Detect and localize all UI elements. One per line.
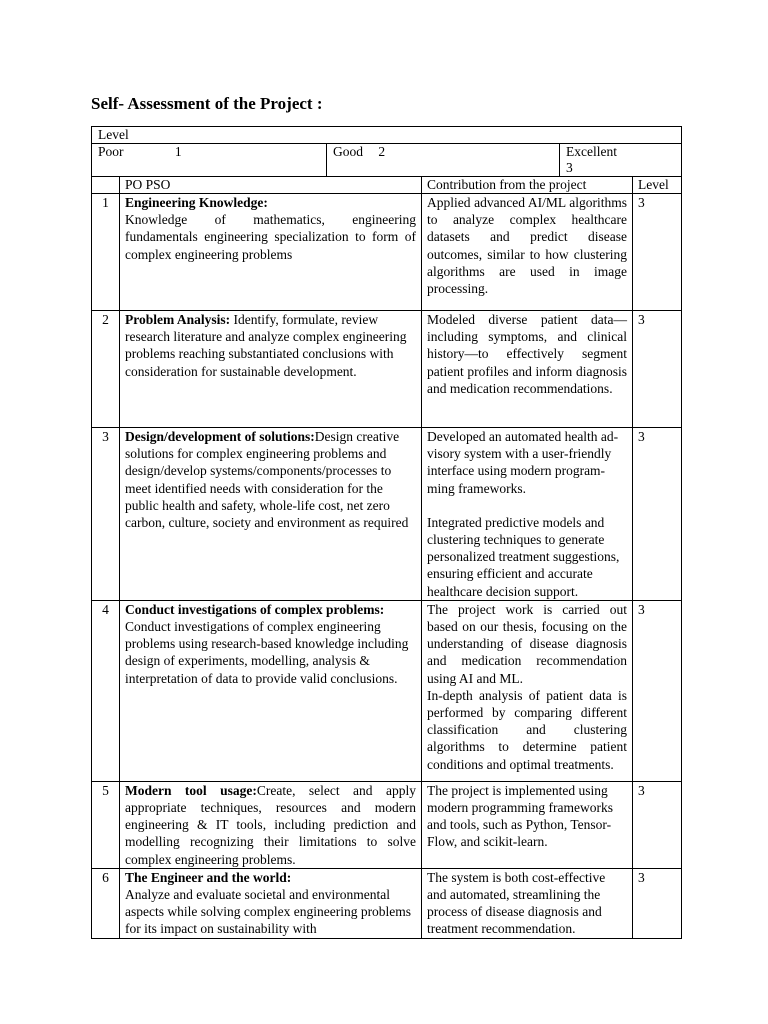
contribution-cell bbox=[422, 311, 633, 428]
po-cell bbox=[120, 868, 422, 938]
contribution-text-2: Integrated predictive models and clustering techniques to generate personalized treatment suggestions, ensuring efficient and accurate healthcare decision support. bbox=[427, 514, 620, 599]
po-description: Identify, formulate, review research literature and analyze complex engineering problems reaching substantiated conclusions with consideration for sustainable development. bbox=[125, 312, 407, 379]
po-title: Modern tool usage: bbox=[125, 782, 257, 798]
contribution-text: Applied advanced AI/ML algorithms to analyze complex healthcare datasets and predict disease outcomes, similar to how clustering algorithms are used in image processing. bbox=[427, 195, 627, 297]
level-cell: 3 bbox=[633, 600, 682, 781]
header-num-cell bbox=[92, 177, 120, 194]
po-title: Design/development of solutions: bbox=[125, 429, 315, 444]
level-cell: 3 bbox=[633, 868, 682, 938]
contribution-cell bbox=[422, 428, 633, 601]
po-cell bbox=[120, 781, 422, 868]
po-description: Knowledge of mathematics, engineering fundamentals engineering specialization to form of complex engineering problems bbox=[125, 212, 416, 262]
contribution-cell bbox=[422, 600, 633, 781]
po-title: Problem Analysis: bbox=[125, 312, 231, 327]
page-title: Self- Assessment of the Project : bbox=[91, 94, 323, 113]
level-cell: 3 bbox=[633, 311, 682, 428]
excellent-label: Excellent bbox=[566, 144, 617, 159]
po-assessment-table bbox=[91, 176, 682, 939]
header-level: Level bbox=[633, 177, 682, 194]
po-cell bbox=[120, 428, 422, 601]
contribution-text: Developed an automated health ad-visory system with a user-friendly interface using modern program-ming frameworks. bbox=[427, 429, 619, 496]
level-header-cell bbox=[92, 127, 682, 144]
row-number: 1 bbox=[92, 194, 120, 311]
po-cell bbox=[120, 600, 422, 781]
header-contribution: Contribution from the project bbox=[422, 177, 633, 194]
header-po-pso: PO PSO bbox=[120, 177, 422, 194]
level-cell: 3 bbox=[633, 781, 682, 868]
po-description: Conduct investigations of complex engineering problems using research-based knowledge including design of experiments, modelling, analysis & interpretation of data to provide valid conclusions. bbox=[125, 619, 409, 686]
good-label: Good bbox=[333, 144, 363, 159]
poor-label: Poor bbox=[98, 144, 124, 159]
row-number: 3 bbox=[92, 428, 120, 601]
table-row bbox=[92, 781, 682, 868]
row-number: 4 bbox=[92, 600, 120, 781]
row-number: 2 bbox=[92, 311, 120, 428]
good-cell bbox=[327, 144, 560, 177]
level-scale-table bbox=[91, 126, 682, 177]
po-title: The Engineer and the world: bbox=[125, 869, 292, 885]
po-cell bbox=[120, 194, 422, 311]
table-row bbox=[92, 868, 682, 938]
po-title: Conduct investigations of complex problems: bbox=[125, 601, 385, 617]
row-number: 6 bbox=[92, 868, 120, 938]
row-number: 5 bbox=[92, 781, 120, 868]
contribution-cell bbox=[422, 868, 633, 938]
table-row bbox=[92, 311, 682, 428]
po-title: Engineering Knowledge: bbox=[125, 195, 268, 210]
contribution-text-2: In-depth analysis of patient data is performed by comparing different classification and clustering algorithms to determine patient conditions and optimal treatments. bbox=[427, 687, 627, 772]
good-value: 2 bbox=[378, 144, 386, 159]
poor-cell bbox=[92, 144, 327, 177]
po-description: Create, select and apply appropriate techniques, resources and modern engineering & IT tools, including prediction and modelling recognizing their limitations to solve complex engineering problems. bbox=[125, 782, 416, 867]
contribution-text: Modeled diverse patient data—including symptoms, and clinical history—to effectively segment patient profiles and inform diagnosis and medication recommendations. bbox=[427, 312, 627, 396]
table-header-row bbox=[92, 177, 682, 194]
contribution-text: The project work is carried out based on our thesis, focusing on the understanding of disease diagnosis and medication recommendation using AI and ML. bbox=[427, 601, 627, 686]
table-row bbox=[92, 194, 682, 311]
po-description: Analyze and evaluate societal and environmental aspects while solving complex engineering problems for its impact on sustainability with bbox=[125, 887, 412, 937]
level-label: Level bbox=[98, 127, 129, 142]
po-cell bbox=[120, 311, 422, 428]
contribution-text: The project is implemented using modern programming frameworks and tools, such as Python, Tensor-Flow, and scikit-learn. bbox=[427, 782, 613, 850]
contribution-text: The system is both cost-effective and automated, streamlining the process of disease diagnosis and treatment recommendation. bbox=[427, 869, 606, 937]
excellent-cell bbox=[560, 144, 682, 177]
excellent-value: 3 bbox=[566, 160, 573, 175]
level-cell: 3 bbox=[633, 194, 682, 311]
contribution-cell bbox=[422, 781, 633, 868]
contribution-cell bbox=[422, 194, 633, 311]
table-row bbox=[92, 428, 682, 601]
level-cell: 3 bbox=[633, 428, 682, 601]
table-row bbox=[92, 600, 682, 781]
poor-value: 1 bbox=[174, 144, 182, 159]
po-description: Design creative solutions for complex engineering problems and design/develop systems/components/processes to meet identified needs with consideration for the public health and safety, whole-life cost, net zero carbon, culture, society and environment as required bbox=[125, 429, 409, 531]
